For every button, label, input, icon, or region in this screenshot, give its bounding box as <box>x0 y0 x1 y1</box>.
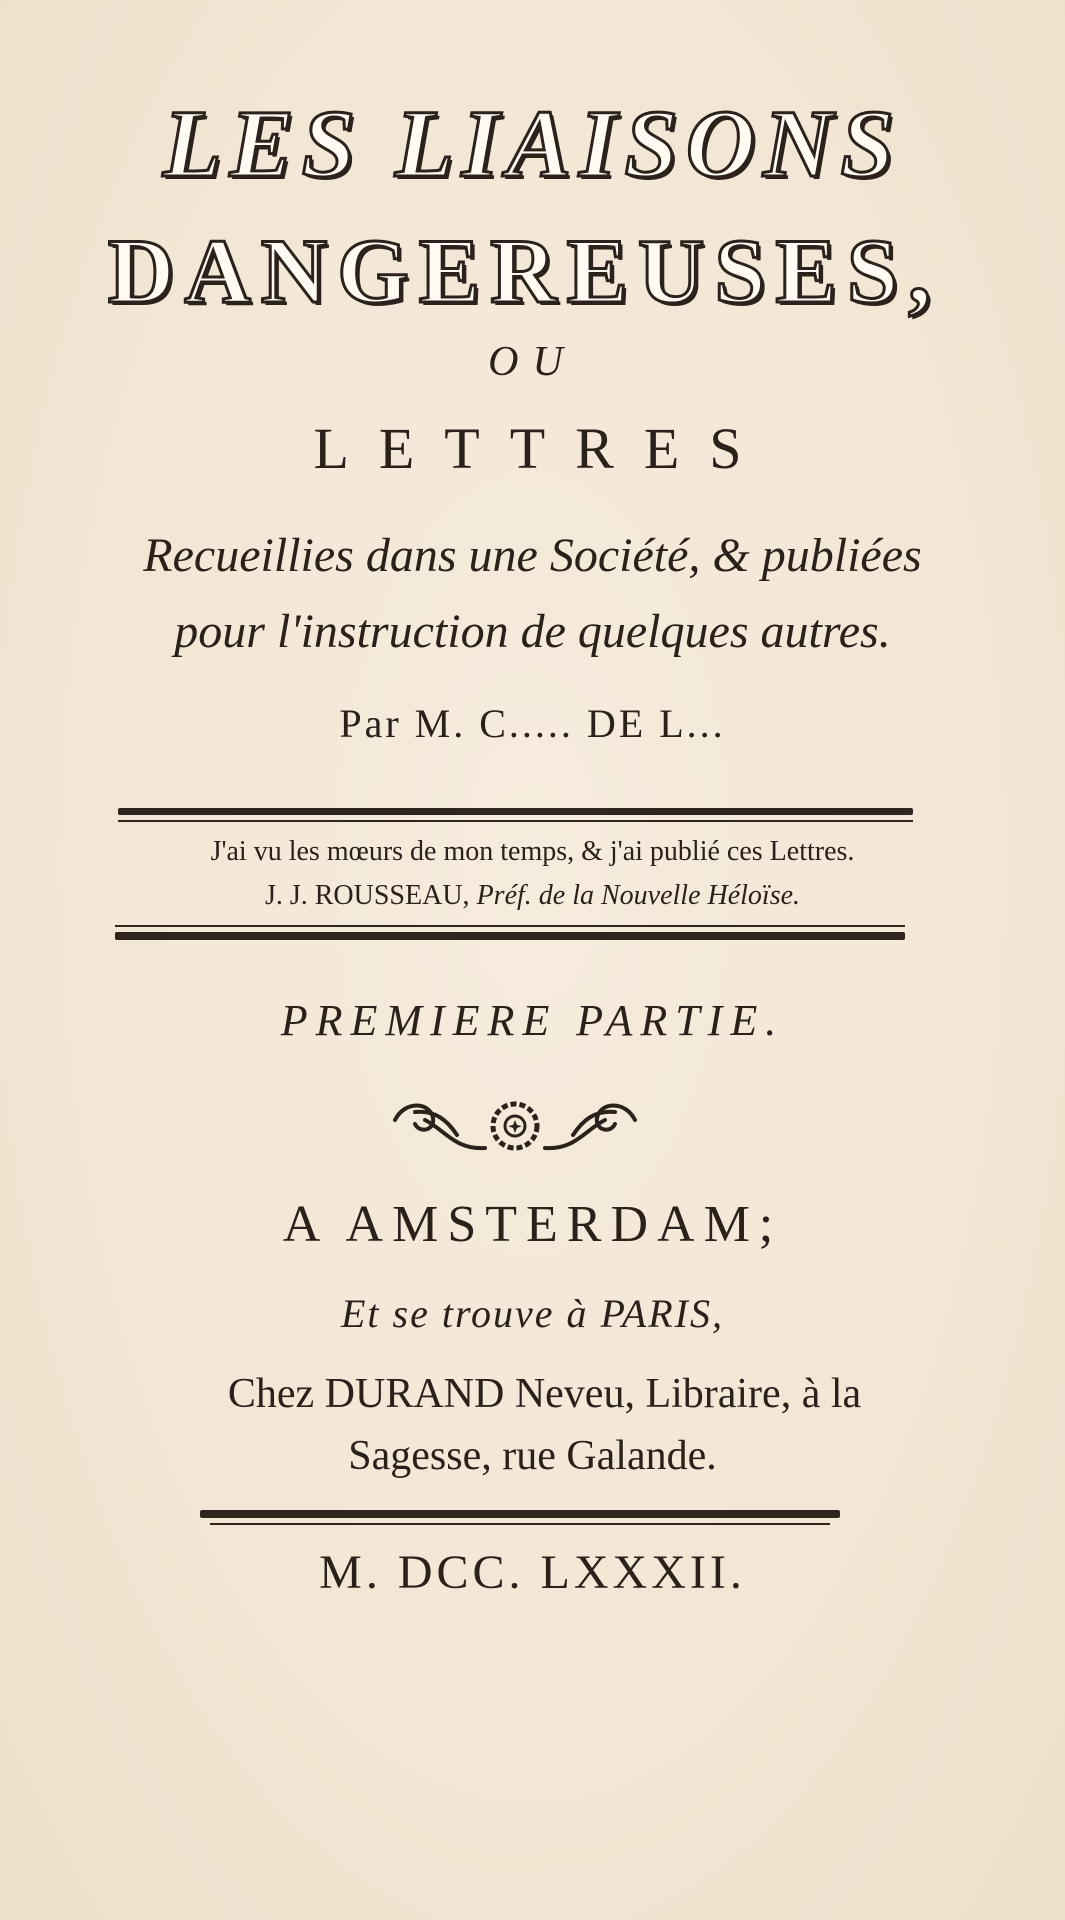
part-heading: PREMIERE PARTIE. <box>280 996 785 1045</box>
subtitle-line-2: pour l'instruction de quelques autres. <box>174 605 891 658</box>
imprint-also-found: Et se trouve à PARIS, <box>340 1291 725 1336</box>
epigraph-source: Préf. de la Nouvelle Héloïse. <box>476 880 801 911</box>
lettres-heading: LETTRES <box>313 416 772 481</box>
author-line: Par M. C..... DE L... <box>339 701 726 746</box>
publication-date: M. DCC. LXXXII. <box>319 1546 746 1599</box>
title-line-1: LES LIAISONS <box>163 90 902 197</box>
connector-ou: OU <box>488 339 577 385</box>
title-line-2: DANGEREUSES, <box>107 220 942 322</box>
subtitle-line-1: Recueillies dans une Société, & publiées <box>143 529 922 582</box>
publisher-line-1: Chez DURAND Neveu, Libraire, à la <box>227 1371 862 1417</box>
lower-divider-rule <box>115 925 905 940</box>
floral-ornament-icon <box>385 1090 645 1160</box>
publisher-line-2: Sagesse, rue Galande. <box>348 1433 717 1479</box>
imprint-divider-rule <box>200 1510 840 1525</box>
imprint-place: A AMSTERDAM; <box>282 1196 783 1253</box>
upper-divider-rule <box>118 808 913 822</box>
epigraph-author: J. J. ROUSSEAU, <box>264 880 470 911</box>
epigraph-attribution <box>0 880 1065 912</box>
epigraph-quote: J'ai vu les mœurs de mon temps, & j'ai publié ces Lettres. <box>210 836 855 867</box>
